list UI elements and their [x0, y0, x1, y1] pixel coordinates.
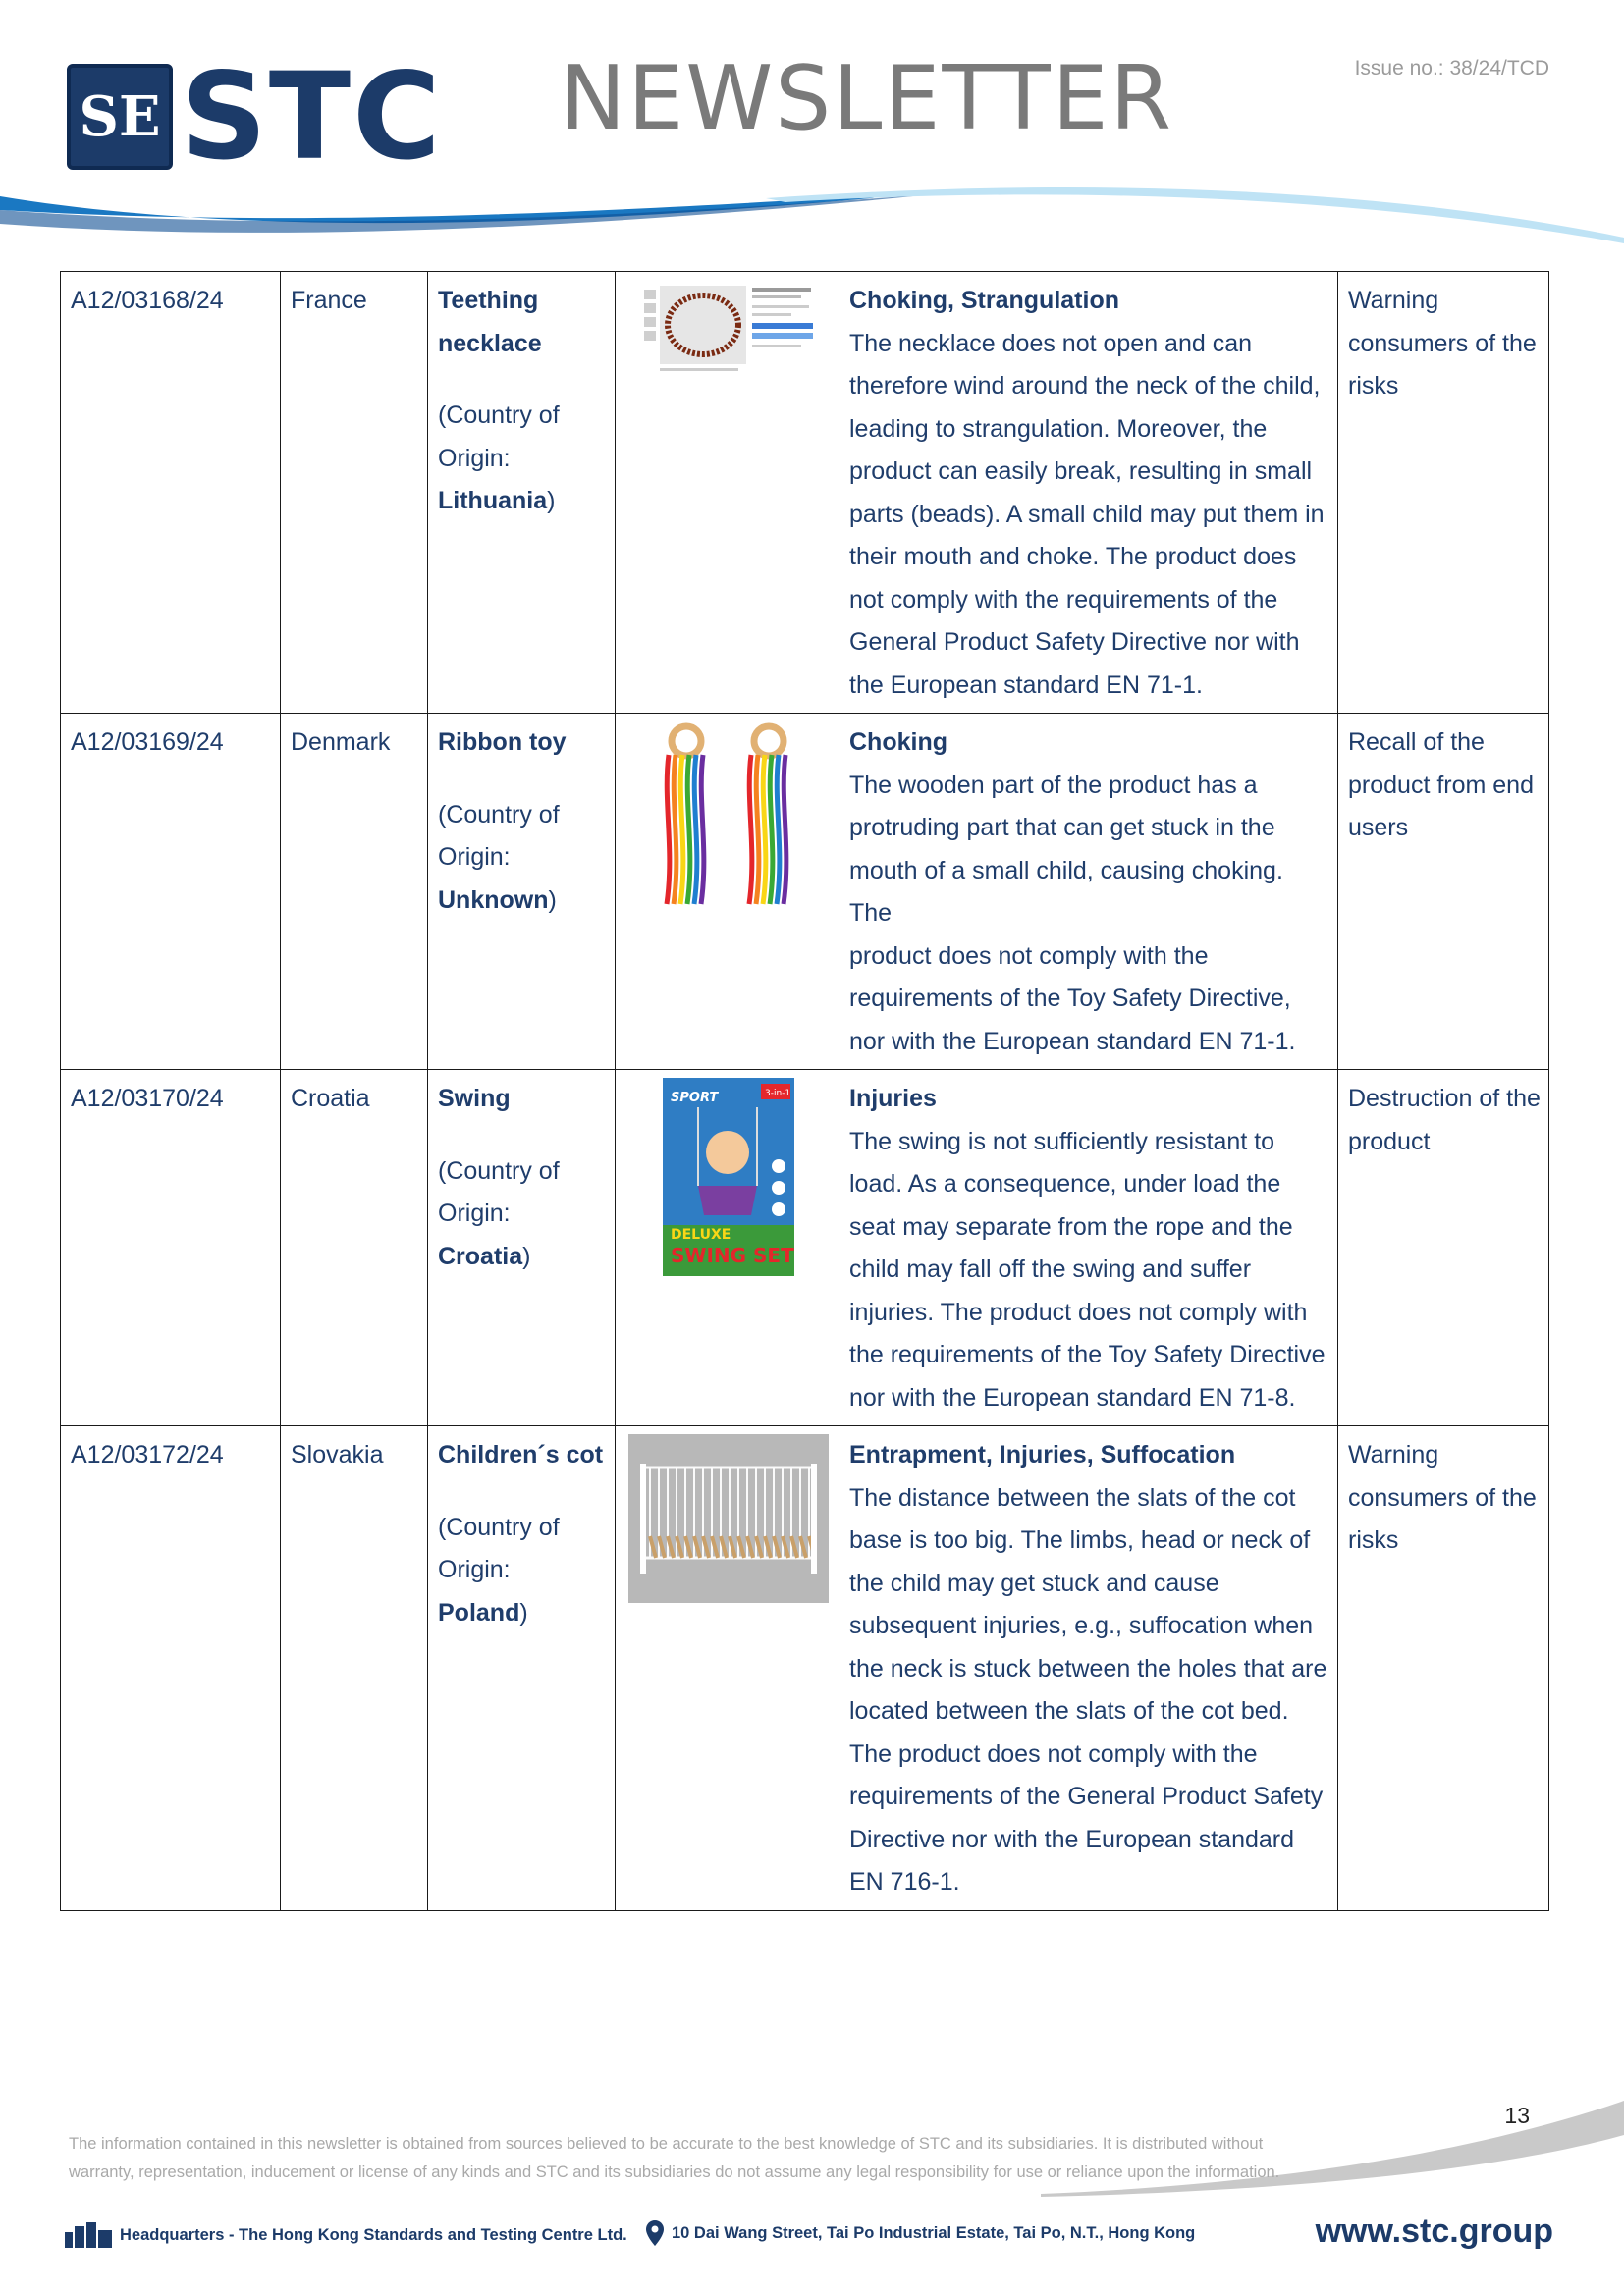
- origin-label: Origin:: [438, 843, 511, 871]
- risk-title: Choking: [849, 728, 947, 756]
- measures-cell: [1338, 714, 1549, 1070]
- measures-line: risks: [1348, 1526, 1399, 1554]
- disclaimer-line: The information contained in this newsletter is obtained from sources believed to be accurate to the best knowledge of STC and its subsidiaries. It is distributed without: [69, 2135, 1264, 2153]
- product-name: Swing: [438, 1085, 511, 1112]
- risk-cell: [839, 1426, 1338, 1911]
- risk-cell: [839, 272, 1338, 714]
- table-row: [61, 1426, 1549, 1911]
- risk-text-line: requirements of the General Product Safety: [849, 1783, 1324, 1810]
- measures-line: consumers of the: [1348, 1483, 1537, 1512]
- necklace-photo: [640, 280, 817, 378]
- measures-cell: [1338, 1070, 1549, 1426]
- reference-cell: A12/03168/24: [61, 272, 281, 714]
- image-cell: [616, 714, 839, 1070]
- risk-text-line: product can easily break, resulting in small: [849, 457, 1313, 485]
- origin-label: Origin:: [438, 1556, 511, 1583]
- risk-text-line: protruding part that can get stuck in the: [849, 814, 1275, 841]
- swing-box-line1: DELUXE: [670, 1227, 731, 1243]
- address-text: 10 Dai Wang Street, Tai Po Industrial Estate, Tai Po, N.T., Hong Kong: [672, 2223, 1196, 2242]
- table-row: [61, 272, 1549, 714]
- building-icon: [65, 2222, 112, 2248]
- origin-label: Origin:: [438, 444, 511, 472]
- table-row: [61, 714, 1549, 1070]
- risk-text-line: Directive nor with the European standard: [849, 1825, 1295, 1853]
- product-name: Ribbon toy: [438, 728, 567, 756]
- risk-text-line: the neck is stuck between the holes that are: [849, 1654, 1327, 1682]
- risk-text-line: their mouth and choke. The product does: [849, 543, 1297, 570]
- origin-label: Origin:: [438, 1200, 511, 1227]
- product-name: Children´s cot: [438, 1441, 604, 1468]
- risk-cell: [839, 1070, 1338, 1426]
- risk-text-line: requirements of the Toy Safety Directive,: [849, 985, 1291, 1012]
- risk-text-line: nor with the European standard EN 71-1.: [849, 1027, 1296, 1055]
- newsletter-title: NEWSLETTER: [560, 47, 1174, 150]
- risk-text-line: The wooden part of the product has a: [849, 771, 1258, 799]
- risk-text-line: General Product Safety Directive nor with: [849, 628, 1300, 656]
- image-cell: [616, 1426, 839, 1911]
- measures-line: Warning: [1348, 287, 1439, 314]
- measures-line: product: [1348, 1127, 1431, 1155]
- image-cell: [616, 272, 839, 714]
- reference-cell: A12/03169/24: [61, 714, 281, 1070]
- stc-logo-mark: SE: [67, 64, 173, 170]
- reference-cell: A12/03170/24: [61, 1070, 281, 1426]
- risk-text-line: base is too big. The limbs, head or neck of: [849, 1526, 1311, 1554]
- risk-text-line: the requirements of the Toy Safety Directive: [849, 1341, 1326, 1368]
- website-link[interactable]: www.stc.group: [1315, 2213, 1553, 2250]
- country-cell: Slovakia: [281, 1426, 428, 1911]
- origin-value: Poland: [438, 1598, 520, 1627]
- table-row: [61, 1070, 1549, 1426]
- swing-box-line2: SWING SET: [670, 1244, 794, 1267]
- product-cell: [428, 272, 616, 714]
- risk-cell: [839, 714, 1338, 1070]
- page-number: 13: [1504, 2103, 1530, 2128]
- measures-cell: [1338, 1426, 1549, 1911]
- origin-close: ): [548, 885, 557, 914]
- headquarters: [65, 2222, 627, 2248]
- risk-text-line: child may fall off the swing and suffer: [849, 1255, 1252, 1283]
- risk-text-line: EN 716-1.: [849, 1868, 960, 1896]
- risk-text-line: The necklace does not open and can: [849, 329, 1253, 357]
- measures-line: Recall of the: [1348, 728, 1485, 756]
- risk-text-line: the European standard EN 71-1.: [849, 670, 1203, 699]
- image-cell: [616, 1070, 839, 1426]
- swing-box-badge: 3-in-1: [764, 1089, 790, 1098]
- risk-text-line: not comply with the requirements of the: [849, 585, 1278, 614]
- risk-text-line: nor with the European standard EN 71-8.: [849, 1383, 1296, 1412]
- risk-text-line: leading to strangulation. Moreover, the: [849, 414, 1268, 443]
- header-swoosh: [0, 177, 1624, 255]
- risk-text-line: the child may get stuck and cause: [849, 1569, 1219, 1597]
- measures-line: Destruction of the: [1348, 1085, 1541, 1112]
- recall-table: [60, 271, 1549, 1911]
- origin-label: (Country of: [438, 800, 560, 828]
- risk-text-line: parts (beads). A small child may put them in: [849, 500, 1325, 528]
- risk-title: Entrapment, Injuries, Suffocation: [849, 1441, 1236, 1468]
- measures-line: product from end: [1348, 771, 1534, 799]
- origin-label: (Country of: [438, 1156, 560, 1185]
- product-name: Teething: [438, 287, 539, 314]
- reference-cell: A12/03172/24: [61, 1426, 281, 1911]
- swing-set-box-photo: [663, 1078, 794, 1276]
- risk-text-line: mouth of a small child, causing choking. The: [849, 856, 1283, 927]
- measures-line: consumers of the: [1348, 329, 1537, 357]
- risk-text-line: located between the slats of the cot bed.: [849, 1697, 1289, 1725]
- origin-close: ): [519, 1598, 528, 1627]
- headquarters-text: Headquarters - The Hong Kong Standards and Testing Centre Ltd.: [120, 2225, 627, 2244]
- risk-text-line: The distance between the slats of the cot: [849, 1483, 1296, 1512]
- stc-logo-text: STC: [181, 47, 443, 187]
- location-pin-icon: [646, 2220, 664, 2246]
- risk-text-line: The swing is not sufficiently resistant to: [849, 1127, 1275, 1155]
- risk-title: Injuries: [849, 1085, 937, 1112]
- risk-text-line: The product does not comply with the: [849, 1739, 1258, 1768]
- disclaimer-line: warranty, representation, inducement or license of any kinds and STC and its subsidiaries do not assume any legal responsibility for use or reliance upon the information.: [69, 2163, 1280, 2181]
- measures-line: users: [1348, 814, 1409, 841]
- product-cell: [428, 1070, 616, 1426]
- measures-line: risks: [1348, 372, 1399, 400]
- disclaimer: [69, 2130, 1316, 2187]
- stc-logo: [67, 47, 443, 187]
- origin-label: (Country of: [438, 1513, 560, 1541]
- origin-close: ): [522, 1242, 531, 1270]
- swing-box-brand: SPORT: [670, 1091, 718, 1105]
- country-cell: France: [281, 272, 428, 714]
- childrens-cot-photo: [628, 1434, 829, 1603]
- measures-cell: [1338, 272, 1549, 714]
- risk-text-line: load. As a consequence, under load the: [849, 1170, 1281, 1198]
- origin-value: Lithuania: [438, 487, 548, 514]
- address: [646, 2220, 1195, 2246]
- product-cell: [428, 714, 616, 1070]
- issue-number: Issue no.: 38/24/TCD: [1354, 57, 1549, 80]
- product-name: necklace: [438, 329, 542, 357]
- country-cell: Denmark: [281, 714, 428, 1070]
- risk-text-line: product does not comply with the: [849, 941, 1209, 970]
- risk-title: Choking, Strangulation: [849, 287, 1119, 314]
- risk-text-line: therefore wind around the neck of the child,: [849, 372, 1321, 400]
- product-cell: [428, 1426, 616, 1911]
- origin-value: Croatia: [438, 1242, 523, 1270]
- country-cell: Croatia: [281, 1070, 428, 1426]
- measures-line: Warning: [1348, 1441, 1439, 1468]
- origin-label: (Country of: [438, 401, 560, 429]
- risk-text-line: injuries. The product does not comply with: [849, 1298, 1308, 1326]
- ribbon-toy-photo: [645, 721, 812, 908]
- origin-value: Unknown: [438, 885, 549, 914]
- risk-text-line: subsequent injuries, e.g., suffocation when: [849, 1612, 1314, 1639]
- origin-close: ): [547, 487, 556, 514]
- risk-text-line: seat may separate from the rope and the: [849, 1212, 1293, 1241]
